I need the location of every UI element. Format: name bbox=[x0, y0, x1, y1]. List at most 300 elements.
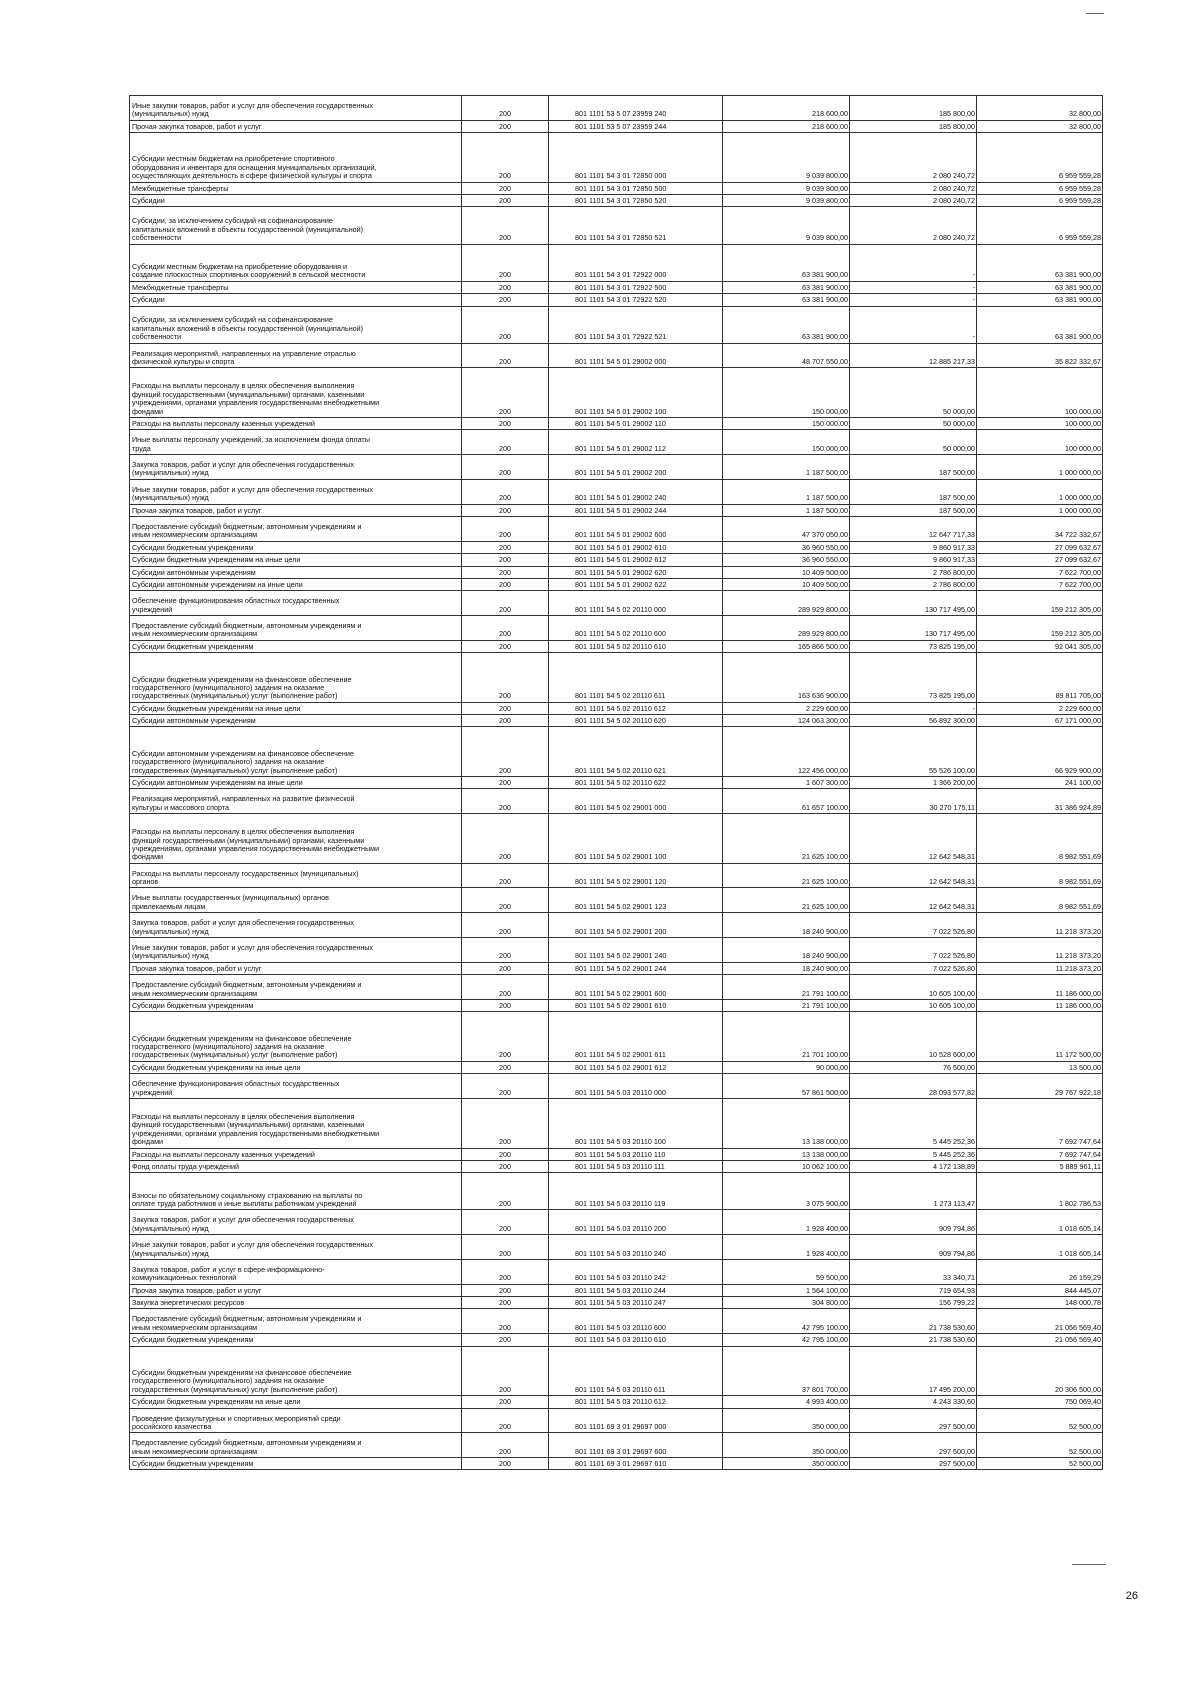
row-executed-cell: 4 243 330,60 bbox=[850, 1396, 977, 1408]
row-name-cell: Предоставление субсидий бюджетным, автономным учреждениям и иным некоммерческим организациям bbox=[130, 1433, 462, 1458]
row-name-cell: Реализация мероприятий, направленных на развитие физической культуры и массового спорта bbox=[130, 789, 462, 814]
row-unexecuted-cell: 52 500,00 bbox=[977, 1458, 1103, 1470]
row-kbk-cell: 801 1101 54 5 01 29002 100 bbox=[549, 368, 723, 418]
row-kbk-cell: 801 1101 54 5 03 20110 247 bbox=[549, 1297, 723, 1309]
row-code-cell: 200 bbox=[462, 863, 549, 888]
row-executed-cell: 909 794,86 bbox=[850, 1235, 977, 1260]
row-code-cell: 200 bbox=[462, 1284, 549, 1296]
row-name-cell: Субсидии автономным учреждениям на иные цели bbox=[130, 578, 462, 590]
row-kbk-cell: 801 1101 54 5 01 29002 000 bbox=[549, 343, 723, 368]
row-unexecuted-cell: 6 959 559,28 bbox=[977, 133, 1103, 183]
row-approved-cell: 18 240 900,00 bbox=[723, 938, 850, 963]
row-name-cell: Субсидии местным бюджетам на приобретение оборудования и создание плоскостных спортивных сооружений в сельской местности bbox=[130, 244, 462, 281]
row-executed-cell: 28 093 577,82 bbox=[850, 1074, 977, 1099]
row-code-cell: 200 bbox=[462, 182, 549, 194]
row-code-cell: 200 bbox=[462, 306, 549, 343]
row-executed-cell: 187 500,00 bbox=[850, 455, 977, 480]
table-row bbox=[130, 133, 1103, 183]
row-unexecuted-cell: 11 218 373,20 bbox=[977, 913, 1103, 938]
table-row bbox=[130, 554, 1103, 566]
row-name-cell: Прочая закупка товаров, работ и услуг bbox=[130, 120, 462, 132]
table-row bbox=[130, 962, 1103, 974]
row-name-cell: Субсидии бюджетным учреждениям bbox=[130, 999, 462, 1011]
row-code-cell: 200 bbox=[462, 1148, 549, 1160]
row-code-cell: 200 bbox=[462, 640, 549, 652]
row-code-cell: 200 bbox=[462, 430, 549, 455]
row-unexecuted-cell: 844 445,07 bbox=[977, 1284, 1103, 1296]
row-code-cell: 200 bbox=[462, 1012, 549, 1062]
row-unexecuted-cell: 100 000,00 bbox=[977, 417, 1103, 429]
row-code-cell: 200 bbox=[462, 281, 549, 293]
row-approved-cell: 150 000,00 bbox=[723, 368, 850, 418]
row-approved-cell: 63 381 900,00 bbox=[723, 306, 850, 343]
row-unexecuted-cell: 8 982 551,69 bbox=[977, 888, 1103, 913]
row-executed-cell: 2 786 800,00 bbox=[850, 566, 977, 578]
table-row bbox=[130, 1346, 1103, 1396]
row-approved-cell: 304 800,00 bbox=[723, 1297, 850, 1309]
table-row bbox=[130, 368, 1103, 418]
row-name-cell: Субсидии местным бюджетам на приобретение спортивного оборудования и инвентаря для оснащения муниципальных организаций, осуществляющих деятельность в сфере физической культуры и спорта bbox=[130, 133, 462, 183]
row-approved-cell: 36 960 550,00 bbox=[723, 554, 850, 566]
row-kbk-cell: 801 1101 54 5 03 20110 600 bbox=[549, 1309, 723, 1334]
row-kbk-cell: 801 1101 54 5 03 20110 611 bbox=[549, 1346, 723, 1396]
row-executed-cell: 2 080 240,72 bbox=[850, 195, 977, 207]
row-approved-cell: 36 960 550,00 bbox=[723, 541, 850, 553]
row-unexecuted-cell: 7 622 700,00 bbox=[977, 578, 1103, 590]
row-kbk-cell: 801 1101 54 5 02 29001 120 bbox=[549, 863, 723, 888]
row-unexecuted-cell: 13 500,00 bbox=[977, 1061, 1103, 1073]
row-approved-cell: 47 370 050,00 bbox=[723, 517, 850, 542]
row-executed-cell: 7 022 526,80 bbox=[850, 962, 977, 974]
row-unexecuted-cell: 89 811 705,00 bbox=[977, 653, 1103, 703]
row-unexecuted-cell: 32 800,00 bbox=[977, 120, 1103, 132]
row-name-cell: Субсидии автономным учреждениям bbox=[130, 566, 462, 578]
row-approved-cell: 165 866 500,00 bbox=[723, 640, 850, 652]
row-code-cell: 200 bbox=[462, 962, 549, 974]
table-row bbox=[130, 1297, 1103, 1309]
row-name-cell: Прочая закупка товаров, работ и услуг bbox=[130, 504, 462, 516]
row-executed-cell: 12 647 717,33 bbox=[850, 517, 977, 542]
table-row bbox=[130, 1210, 1103, 1235]
row-kbk-cell: 801 1101 54 5 01 29002 110 bbox=[549, 417, 723, 429]
table-row bbox=[130, 913, 1103, 938]
row-executed-cell: 9 860 917,33 bbox=[850, 554, 977, 566]
row-name-cell: Субсидии, за исключением субсидий на софинансирование капитальных вложений в объекты государственной (муниципальной) собственности bbox=[130, 306, 462, 343]
row-kbk-cell: 801 1101 54 5 03 20110 244 bbox=[549, 1284, 723, 1296]
row-name-cell: Субсидии автономным учреждениям на финансовое обеспечение государственного (муниципального) задания на оказание государственных (муниципальных) услуг (выполнение работ) bbox=[130, 727, 462, 777]
row-unexecuted-cell: 6 959 559,28 bbox=[977, 207, 1103, 244]
row-unexecuted-cell: 52 500,00 bbox=[977, 1408, 1103, 1433]
row-name-cell: Субсидии бюджетным учреждениям bbox=[130, 541, 462, 553]
row-executed-cell: 2 080 240,72 bbox=[850, 133, 977, 183]
row-kbk-cell: 801 1101 53 5 07 23959 240 bbox=[549, 96, 723, 121]
row-code-cell: 200 bbox=[462, 1346, 549, 1396]
row-unexecuted-cell: 1 000 000,00 bbox=[977, 504, 1103, 516]
row-name-cell: Субсидии, за исключением субсидий на софинансирование капитальных вложений в объекты государственной (муниципальной) собственности bbox=[130, 207, 462, 244]
row-code-cell: 200 bbox=[462, 938, 549, 963]
row-name-cell: Фонд оплаты труда учреждений bbox=[130, 1160, 462, 1172]
row-name-cell: Субсидии bbox=[130, 294, 462, 306]
row-executed-cell: 719 654,93 bbox=[850, 1284, 977, 1296]
row-unexecuted-cell: 66 929 900,00 bbox=[977, 727, 1103, 777]
row-name-cell: Предоставление субсидий бюджетным, автономным учреждениям и иным некоммерческим организациям bbox=[130, 517, 462, 542]
table-row bbox=[130, 938, 1103, 963]
row-kbk-cell: 801 1101 54 5 02 29001 000 bbox=[549, 789, 723, 814]
row-executed-cell: 5 445 252,36 bbox=[850, 1098, 977, 1148]
row-executed-cell: 10 605 100,00 bbox=[850, 999, 977, 1011]
row-unexecuted-cell: 11 218 373,20 bbox=[977, 962, 1103, 974]
table-row bbox=[130, 715, 1103, 727]
row-code-cell: 200 bbox=[462, 1408, 549, 1433]
table-row bbox=[130, 1284, 1103, 1296]
scan-mark-top bbox=[1086, 13, 1104, 14]
row-approved-cell: 124 063 300,00 bbox=[723, 715, 850, 727]
row-executed-cell: 156 799,22 bbox=[850, 1297, 977, 1309]
row-approved-cell: 10 409 500,00 bbox=[723, 578, 850, 590]
row-approved-cell: 122 456 000,00 bbox=[723, 727, 850, 777]
row-kbk-cell: 801 1101 54 5 02 20110 611 bbox=[549, 653, 723, 703]
row-code-cell: 200 bbox=[462, 616, 549, 641]
row-name-cell: Иные закупки товаров, работ и услуг для обеспечения государственных (муниципальных) нужд bbox=[130, 96, 462, 121]
table-row bbox=[130, 195, 1103, 207]
row-code-cell: 200 bbox=[462, 727, 549, 777]
row-unexecuted-cell: 1 802 786,53 bbox=[977, 1173, 1103, 1210]
row-executed-cell: 73 825 195,00 bbox=[850, 640, 977, 652]
row-unexecuted-cell: 52 500,00 bbox=[977, 1433, 1103, 1458]
row-executed-cell: 50 000,00 bbox=[850, 417, 977, 429]
row-code-cell: 200 bbox=[462, 1173, 549, 1210]
row-approved-cell: 2 229 600,00 bbox=[723, 702, 850, 714]
row-name-cell: Предоставление субсидий бюджетным, автономным учреждениям и иным некоммерческим организациям bbox=[130, 616, 462, 641]
table-row bbox=[130, 653, 1103, 703]
row-unexecuted-cell: 11 186 000,00 bbox=[977, 975, 1103, 1000]
row-code-cell: 200 bbox=[462, 591, 549, 616]
table-row bbox=[130, 789, 1103, 814]
row-code-cell: 200 bbox=[462, 343, 549, 368]
row-kbk-cell: 801 1101 54 5 02 20110 600 bbox=[549, 616, 723, 641]
row-unexecuted-cell: 1 018 605,14 bbox=[977, 1235, 1103, 1260]
row-code-cell: 200 bbox=[462, 294, 549, 306]
row-name-cell: Расходы на выплаты персоналу государственных (муниципальных) органов bbox=[130, 863, 462, 888]
row-unexecuted-cell: 21 056 569,40 bbox=[977, 1309, 1103, 1334]
row-name-cell: Субсидии бюджетным учреждениям на финансовое обеспечение государственного (муниципального) задания на оказание государственных (муниципальных) услуг (выполнение работ) bbox=[130, 653, 462, 703]
row-unexecuted-cell: 63 381 900,00 bbox=[977, 306, 1103, 343]
row-approved-cell: 59 500,00 bbox=[723, 1259, 850, 1284]
row-name-cell: Субсидии бюджетным учреждениям на иные цели bbox=[130, 554, 462, 566]
row-approved-cell: 9 039 800,00 bbox=[723, 182, 850, 194]
row-code-cell: 200 bbox=[462, 1074, 549, 1099]
row-kbk-cell: 801 1101 54 5 02 29001 244 bbox=[549, 962, 723, 974]
row-approved-cell: 37 801 700,00 bbox=[723, 1346, 850, 1396]
table-row bbox=[130, 1074, 1103, 1099]
table-row bbox=[130, 294, 1103, 306]
row-kbk-cell: 801 1101 54 5 01 29002 610 bbox=[549, 541, 723, 553]
row-executed-cell: 50 000,00 bbox=[850, 368, 977, 418]
row-executed-cell: 9 860 917,33 bbox=[850, 541, 977, 553]
row-executed-cell: 55 526 100,00 bbox=[850, 727, 977, 777]
row-executed-cell: 5 445 252,36 bbox=[850, 1148, 977, 1160]
row-executed-cell: 1 366 200,00 bbox=[850, 777, 977, 789]
row-unexecuted-cell: 32 800,00 bbox=[977, 96, 1103, 121]
row-executed-cell: 297 500,00 bbox=[850, 1433, 977, 1458]
row-unexecuted-cell: 35 822 332,67 bbox=[977, 343, 1103, 368]
row-name-cell: Проведение физкультурных и спортивных мероприятий среди российского казачества bbox=[130, 1408, 462, 1433]
row-code-cell: 200 bbox=[462, 504, 549, 516]
row-executed-cell: 21 738 530,60 bbox=[850, 1334, 977, 1346]
row-unexecuted-cell: 29 767 922,18 bbox=[977, 1074, 1103, 1099]
table-row bbox=[130, 1259, 1103, 1284]
table-row bbox=[130, 640, 1103, 652]
row-approved-cell: 18 240 900,00 bbox=[723, 913, 850, 938]
row-kbk-cell: 801 1101 54 5 01 29002 244 bbox=[549, 504, 723, 516]
table-row bbox=[130, 281, 1103, 293]
row-code-cell: 200 bbox=[462, 1061, 549, 1073]
row-code-cell: 200 bbox=[462, 1334, 549, 1346]
row-name-cell: Расходы на выплаты персоналу казенных учреждений bbox=[130, 1148, 462, 1160]
table-row bbox=[130, 479, 1103, 504]
row-approved-cell: 289 929 800,00 bbox=[723, 591, 850, 616]
row-name-cell: Иные выплаты персоналу учреждений, за исключением фонда оплаты труда bbox=[130, 430, 462, 455]
row-unexecuted-cell: 6 959 559,28 bbox=[977, 182, 1103, 194]
row-executed-cell: - bbox=[850, 294, 977, 306]
row-approved-cell: 21 791 100,00 bbox=[723, 975, 850, 1000]
row-unexecuted-cell: 27 099 632,67 bbox=[977, 541, 1103, 553]
row-executed-cell: 130 717 495,00 bbox=[850, 591, 977, 616]
row-executed-cell: 7 022 526,80 bbox=[850, 913, 977, 938]
row-name-cell: Расходы на выплаты персоналу казенных учреждений bbox=[130, 417, 462, 429]
table-row bbox=[130, 504, 1103, 516]
table-row bbox=[130, 777, 1103, 789]
table-row bbox=[130, 863, 1103, 888]
row-approved-cell: 21 791 100,00 bbox=[723, 999, 850, 1011]
row-unexecuted-cell: 750 069,40 bbox=[977, 1396, 1103, 1408]
row-approved-cell: 10 062 100,00 bbox=[723, 1160, 850, 1172]
row-kbk-cell: 801 1101 54 5 01 29002 240 bbox=[549, 479, 723, 504]
row-approved-cell: 4 993 400,00 bbox=[723, 1396, 850, 1408]
row-kbk-cell: 801 1101 53 5 07 23959 244 bbox=[549, 120, 723, 132]
table-row bbox=[130, 1235, 1103, 1260]
row-name-cell: Обеспечение функционирования областных государственных учреждений bbox=[130, 1074, 462, 1099]
table-row bbox=[130, 1012, 1103, 1062]
row-code-cell: 200 bbox=[462, 554, 549, 566]
table-row bbox=[130, 517, 1103, 542]
row-executed-cell: 12 885 217,33 bbox=[850, 343, 977, 368]
row-code-cell: 200 bbox=[462, 913, 549, 938]
row-unexecuted-cell: 5 889 961,11 bbox=[977, 1160, 1103, 1172]
row-kbk-cell: 801 1101 54 5 02 20110 612 bbox=[549, 702, 723, 714]
row-executed-cell: - bbox=[850, 281, 977, 293]
row-executed-cell: 185 800,00 bbox=[850, 120, 977, 132]
row-kbk-cell: 801 1101 54 3 01 72850 521 bbox=[549, 207, 723, 244]
table-row bbox=[130, 182, 1103, 194]
row-approved-cell: 289 929 800,00 bbox=[723, 616, 850, 641]
row-unexecuted-cell: 34 722 332,67 bbox=[977, 517, 1103, 542]
row-code-cell: 200 bbox=[462, 999, 549, 1011]
row-unexecuted-cell: 2 229 600,00 bbox=[977, 702, 1103, 714]
row-name-cell: Субсидии бюджетным учреждениям на финансовое обеспечение государственного (муниципального) задания на оказание государственных (муниципальных) услуг (выполнение работ) bbox=[130, 1346, 462, 1396]
row-unexecuted-cell: 11 186 000,00 bbox=[977, 999, 1103, 1011]
table-row bbox=[130, 96, 1103, 121]
row-kbk-cell: 801 1101 54 5 01 29002 600 bbox=[549, 517, 723, 542]
row-code-cell: 200 bbox=[462, 1259, 549, 1284]
row-executed-cell: 56 892 300,00 bbox=[850, 715, 977, 727]
row-kbk-cell: 801 1101 54 5 03 20110 242 bbox=[549, 1259, 723, 1284]
row-code-cell: 200 bbox=[462, 715, 549, 727]
row-kbk-cell: 801 1101 54 5 03 20110 612 bbox=[549, 1396, 723, 1408]
table-row bbox=[130, 702, 1103, 714]
row-executed-cell: 12 642 548,31 bbox=[850, 863, 977, 888]
row-name-cell: Субсидии бюджетным учреждениям bbox=[130, 1334, 462, 1346]
row-name-cell: Иные закупки товаров, работ и услуг для обеспечения государственных (муниципальных) нужд bbox=[130, 479, 462, 504]
row-approved-cell: 21 625 100,00 bbox=[723, 863, 850, 888]
table-row bbox=[130, 430, 1103, 455]
row-unexecuted-cell: 100 000,00 bbox=[977, 368, 1103, 418]
row-executed-cell: 33 340,71 bbox=[850, 1259, 977, 1284]
row-approved-cell: 1 187 500,00 bbox=[723, 504, 850, 516]
row-approved-cell: 57 861 500,00 bbox=[723, 1074, 850, 1099]
row-executed-cell: 909 794,86 bbox=[850, 1210, 977, 1235]
row-kbk-cell: 801 1101 54 5 01 29002 620 bbox=[549, 566, 723, 578]
row-name-cell: Прочая закупка товаров, работ и услуг bbox=[130, 1284, 462, 1296]
row-unexecuted-cell: 63 381 900,00 bbox=[977, 281, 1103, 293]
row-unexecuted-cell: 8 982 551,69 bbox=[977, 814, 1103, 864]
row-kbk-cell: 801 1101 54 5 02 20110 622 bbox=[549, 777, 723, 789]
row-unexecuted-cell: 63 381 900,00 bbox=[977, 244, 1103, 281]
budget-execution-table-container bbox=[129, 95, 1102, 1470]
row-approved-cell: 63 381 900,00 bbox=[723, 294, 850, 306]
row-approved-cell: 350 000,00 bbox=[723, 1408, 850, 1433]
row-approved-cell: 1 928 400,00 bbox=[723, 1210, 850, 1235]
row-code-cell: 200 bbox=[462, 368, 549, 418]
row-executed-cell: 4 172 138,89 bbox=[850, 1160, 977, 1172]
row-executed-cell: - bbox=[850, 306, 977, 343]
row-kbk-cell: 801 1101 54 5 01 29002 200 bbox=[549, 455, 723, 480]
row-unexecuted-cell: 20 306 500,00 bbox=[977, 1346, 1103, 1396]
row-name-cell: Закупка товаров, работ и услуг для обеспечения государственных (муниципальных) нужд bbox=[130, 1210, 462, 1235]
table-row bbox=[130, 1098, 1103, 1148]
row-unexecuted-cell: 26 159,29 bbox=[977, 1259, 1103, 1284]
row-approved-cell: 218 600,00 bbox=[723, 120, 850, 132]
table-row bbox=[130, 1334, 1103, 1346]
row-approved-cell: 1 187 500,00 bbox=[723, 479, 850, 504]
row-code-cell: 200 bbox=[462, 1098, 549, 1148]
row-executed-cell: 10 528 600,00 bbox=[850, 1012, 977, 1062]
table-row bbox=[130, 1173, 1103, 1210]
table-row bbox=[130, 1408, 1103, 1433]
row-name-cell: Межбюджетные трансферты bbox=[130, 182, 462, 194]
table-row bbox=[130, 591, 1103, 616]
row-kbk-cell: 801 1101 54 3 01 72850 500 bbox=[549, 182, 723, 194]
row-approved-cell: 350 000,00 bbox=[723, 1433, 850, 1458]
row-name-cell: Субсидии бюджетным учреждениям bbox=[130, 1458, 462, 1470]
table-row bbox=[130, 455, 1103, 480]
row-unexecuted-cell: 92 041 305,00 bbox=[977, 640, 1103, 652]
row-name-cell: Реализация мероприятий, направленных на управление отраслью физической культуры и спорта bbox=[130, 343, 462, 368]
row-code-cell: 200 bbox=[462, 207, 549, 244]
row-kbk-cell: 801 1101 54 5 02 29001 612 bbox=[549, 1061, 723, 1073]
page-number: 26 bbox=[1125, 1590, 1138, 1602]
row-approved-cell: 21 701 100,00 bbox=[723, 1012, 850, 1062]
row-approved-cell: 1 607 300,00 bbox=[723, 777, 850, 789]
row-approved-cell: 21 625 100,00 bbox=[723, 888, 850, 913]
row-executed-cell: 187 500,00 bbox=[850, 504, 977, 516]
row-executed-cell: 1 273 113,47 bbox=[850, 1173, 977, 1210]
row-kbk-cell: 801 1101 54 5 03 20110 119 bbox=[549, 1173, 723, 1210]
row-executed-cell: 2 080 240,72 bbox=[850, 207, 977, 244]
row-approved-cell: 150 000,00 bbox=[723, 430, 850, 455]
row-name-cell: Субсидии автономным учреждениям на иные цели bbox=[130, 777, 462, 789]
row-unexecuted-cell: 100 000,00 bbox=[977, 430, 1103, 455]
row-unexecuted-cell: 7 692 747,64 bbox=[977, 1098, 1103, 1148]
row-code-cell: 200 bbox=[462, 479, 549, 504]
row-code-cell: 200 bbox=[462, 777, 549, 789]
row-executed-cell: 130 717 495,00 bbox=[850, 616, 977, 641]
row-kbk-cell: 801 1101 54 5 02 20110 621 bbox=[549, 727, 723, 777]
row-unexecuted-cell: 11 172 500,00 bbox=[977, 1012, 1103, 1062]
row-code-cell: 200 bbox=[462, 789, 549, 814]
row-code-cell: 200 bbox=[462, 1433, 549, 1458]
table-body bbox=[130, 96, 1103, 1470]
row-name-cell: Закупка товаров, работ и услуг для обеспечения государственных (муниципальных) нужд bbox=[130, 455, 462, 480]
table-row bbox=[130, 578, 1103, 590]
row-unexecuted-cell: 31 386 924,89 bbox=[977, 789, 1103, 814]
row-unexecuted-cell: 1 000 000,00 bbox=[977, 479, 1103, 504]
row-kbk-cell: 801 1101 54 5 02 29001 200 bbox=[549, 913, 723, 938]
row-name-cell: Субсидии бюджетным учреждениям на иные цели bbox=[130, 702, 462, 714]
row-unexecuted-cell: 63 381 900,00 bbox=[977, 294, 1103, 306]
row-name-cell: Иные выплаты государственных (муниципальных) органов привлекаемым лицам bbox=[130, 888, 462, 913]
row-name-cell: Субсидии бюджетным учреждениям на иные цели bbox=[130, 1061, 462, 1073]
row-approved-cell: 18 240 900,00 bbox=[723, 962, 850, 974]
row-kbk-cell: 801 1101 54 5 02 20110 000 bbox=[549, 591, 723, 616]
row-code-cell: 200 bbox=[462, 517, 549, 542]
row-unexecuted-cell: 27 099 632,67 bbox=[977, 554, 1103, 566]
table-row bbox=[130, 1458, 1103, 1470]
row-approved-cell: 1 928 400,00 bbox=[723, 1235, 850, 1260]
row-name-cell: Расходы на выплаты персоналу в целях обеспечения выполнения функций государственными (муниципальными) органами, казенными учреждениями, органами управления государственными внебюджетными фондами bbox=[130, 814, 462, 864]
row-name-cell: Обеспечение функционирования областных государственных учреждений bbox=[130, 591, 462, 616]
budget-execution-table bbox=[129, 95, 1103, 1470]
row-code-cell: 200 bbox=[462, 417, 549, 429]
row-executed-cell: 2 786 800,00 bbox=[850, 578, 977, 590]
row-code-cell: 200 bbox=[462, 133, 549, 183]
row-unexecuted-cell: 241 100,00 bbox=[977, 777, 1103, 789]
row-kbk-cell: 801 1101 54 3 01 72922 521 bbox=[549, 306, 723, 343]
row-name-cell: Расходы на выплаты персоналу в целях обеспечения выполнения функций государственными (муниципальными) органами, казенными учреждениями, органами управления государственными внебюджетными фондами bbox=[130, 368, 462, 418]
row-approved-cell: 63 381 900,00 bbox=[723, 244, 850, 281]
row-approved-cell: 218 600,00 bbox=[723, 96, 850, 121]
row-name-cell: Субсидии bbox=[130, 195, 462, 207]
row-name-cell: Субсидии бюджетным учреждениям на финансовое обеспечение государственного (муниципального) задания на оказание государственных (муниципальных) услуг (выполнение работ) bbox=[130, 1012, 462, 1062]
row-unexecuted-cell: 8 982 551,69 bbox=[977, 863, 1103, 888]
row-kbk-cell: 801 1101 54 5 02 20110 620 bbox=[549, 715, 723, 727]
row-executed-cell: 187 500,00 bbox=[850, 479, 977, 504]
row-kbk-cell: 801 1101 54 5 03 20110 110 bbox=[549, 1148, 723, 1160]
row-code-cell: 200 bbox=[462, 1235, 549, 1260]
row-kbk-cell: 801 1101 69 3 01 29697 000 bbox=[549, 1408, 723, 1433]
row-executed-cell: 50 000,00 bbox=[850, 430, 977, 455]
table-row bbox=[130, 1309, 1103, 1334]
row-code-cell: 200 bbox=[462, 96, 549, 121]
row-executed-cell: 12 642 548,31 bbox=[850, 888, 977, 913]
row-approved-cell: 13 138 000,00 bbox=[723, 1148, 850, 1160]
row-approved-cell: 48 707 550,00 bbox=[723, 343, 850, 368]
row-kbk-cell: 801 1101 54 3 01 72922 000 bbox=[549, 244, 723, 281]
row-executed-cell: - bbox=[850, 702, 977, 714]
row-approved-cell: 350 000,00 bbox=[723, 1458, 850, 1470]
table-row bbox=[130, 244, 1103, 281]
table-row bbox=[130, 120, 1103, 132]
